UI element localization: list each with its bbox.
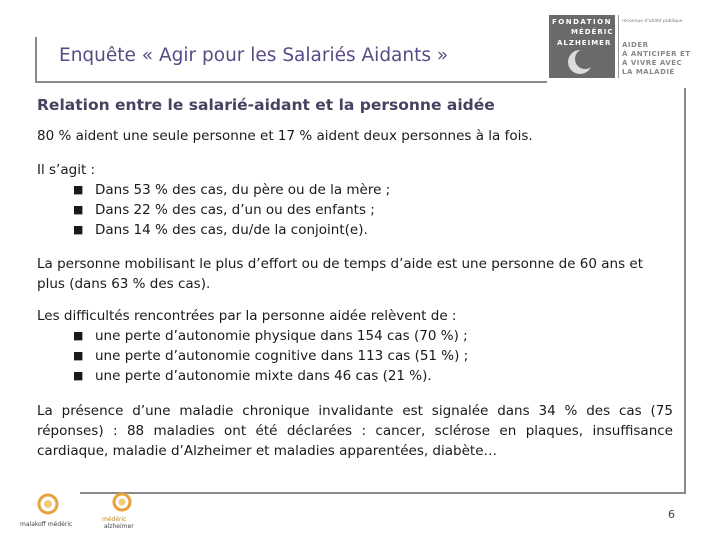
logo-line-3: ALZHEIMER [557, 39, 612, 47]
paragraph-5: La présence d’une maladie chronique invalidante est signalée dans 34 % des cas (75 réponses) : 88 maladies ont été déclarées : cancer, sclérose en plaques, insuffisance cardiaque, maladie d’Alzheimer et maladies apparentées, diabète… [37, 403, 673, 459]
logo-dark-panel [549, 15, 615, 78]
paragraph-4 [37, 306, 673, 386]
square-bullet-icon: ■ [73, 349, 84, 362]
crescent-emblem-icon [563, 42, 597, 76]
paragraph-4-intro: Les difficultés rencontrées par la personne aidée relèvent de : [37, 308, 457, 324]
list-item: ■ une perte d’autonomie mixte dans 46 cas (21 %). [73, 368, 432, 384]
relation-list [37, 180, 673, 240]
logo-tagline: AIDER À ANTICIPER ET À VIVRE AVEC LA MALADIE [622, 41, 691, 76]
swirl-logo-icon [18, 490, 82, 520]
square-bullet-icon: ■ [73, 223, 84, 236]
logo-separator [618, 15, 619, 78]
list-item: ■ Dans 53 % des cas, du père ou de la mère ; [73, 182, 391, 198]
square-bullet-icon: ■ [73, 369, 84, 382]
content-frame-bottom [80, 492, 686, 494]
fondation-logo [549, 15, 699, 78]
square-bullet-icon: ■ [73, 203, 84, 216]
footer-logo-2-subtext: alzheimer [104, 523, 134, 530]
content-frame-right [684, 88, 686, 493]
paragraph-2-intro: Il s’agit : [37, 162, 96, 178]
page-number: 6 [668, 508, 675, 521]
list-item: ■ une perte d’autonomie physique dans 154 cas (70 %) ; [73, 328, 468, 344]
logo-line-1: FONDATION [552, 18, 612, 26]
paragraph-3: La personne mobilisant le plus d’effort ou de temps d’aide est une personne de 60 ans et plus (dans 63 % des cas). [37, 256, 644, 292]
section-heading: Relation entre le salarié-aidant et la personne aidée [37, 96, 495, 114]
logo-small-text: reconnue d'utilité publique [622, 19, 683, 24]
difficulties-list [37, 326, 673, 386]
list-item: ■ Dans 14 % des cas, du/de la conjoint(e). [73, 222, 368, 238]
footer-logo-2-text: médéric [102, 516, 127, 523]
list-item: ■ Dans 22 % des cas, d’un ou des enfants ; [73, 202, 375, 218]
square-bullet-icon: ■ [73, 329, 84, 342]
square-bullet-icon: ■ [73, 183, 84, 196]
footer-logo-1-text: malakoff médéric [20, 521, 73, 528]
paragraph-2 [37, 160, 673, 240]
swirl-logo-icon [98, 490, 146, 516]
page-title: Enquête « Agir pour les Salariés Aidants » [59, 45, 449, 66]
paragraph-1: 80 % aident une seule personne et 17 % aident deux personnes à la fois. [37, 128, 533, 144]
title-frame [35, 37, 547, 83]
logo-line-2: MÉDÉRIC [571, 28, 614, 36]
malakoff-mederic-logo [18, 490, 82, 530]
mederic-alzheimer-logo [98, 490, 146, 530]
list-item: ■ une perte d’autonomie cognitive dans 113 cas (51 %) ; [73, 348, 469, 364]
